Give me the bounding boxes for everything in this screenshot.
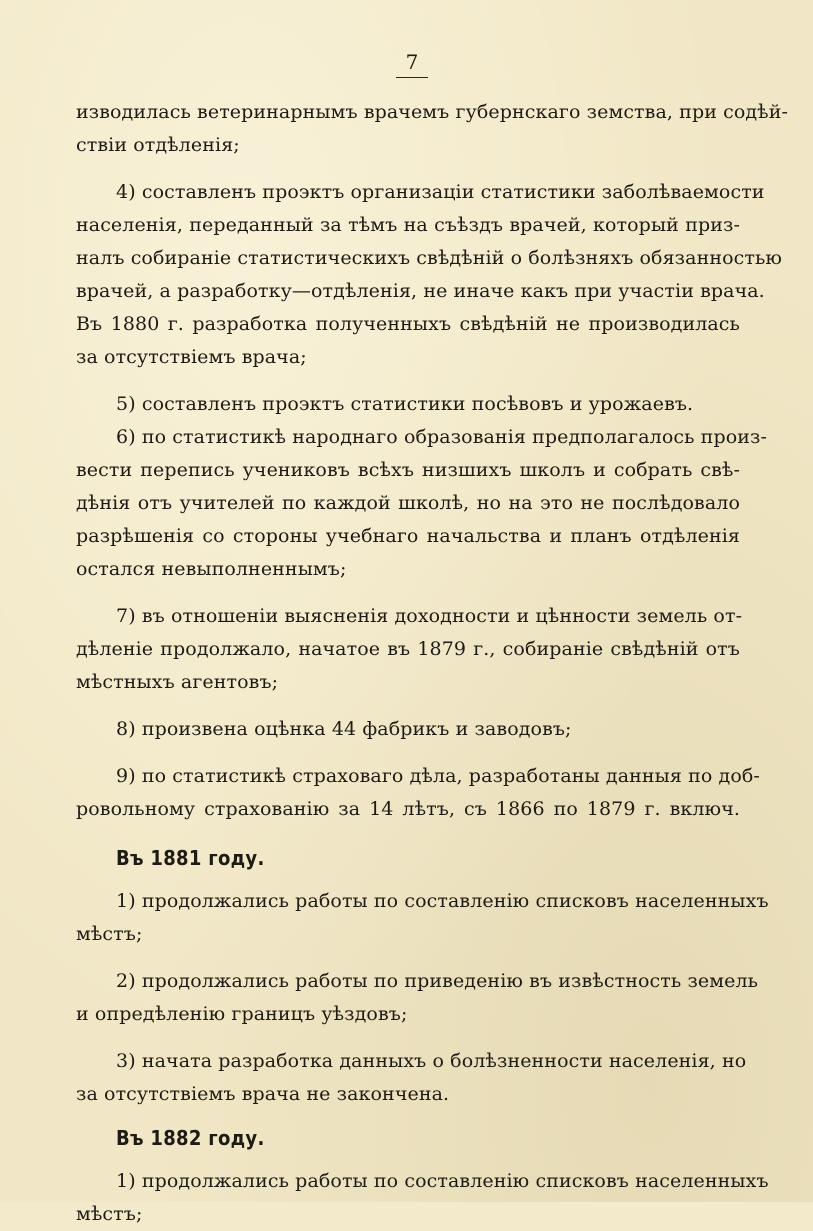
text-line: 2) продолжались работы по приведенію въ извѣстность земель [116, 970, 759, 992]
text-line: врачей, а разработку—отдѣленія, не иначе какъ при участіи врача. [76, 280, 765, 302]
page-number: 7 [396, 50, 428, 78]
text-line: населенія, переданный за тѣмъ на съѣздъ врачей, который приз- [76, 214, 740, 236]
text-line: 7) въ отношеніи выясненія доходности и цѣнности земель от- [116, 605, 743, 627]
text-line: ствіи отдѣленія; [76, 134, 240, 156]
list-item-1 [76, 885, 769, 951]
list-item-6 [76, 421, 767, 586]
text-line: за отсутствіемъ врача не закончена. [76, 1083, 450, 1105]
text-line: и опредѣленію границъ уѣздовъ; [76, 1003, 408, 1025]
text-line: изводилась ветеринарнымъ врачемъ губернскаго земства, при содѣй- [76, 101, 789, 123]
section-heading-1881: Въ 1881 году. [116, 846, 265, 870]
page-body [76, 96, 789, 1231]
text-line: остался невыполненнымъ; [76, 558, 347, 580]
list-item-4 [76, 176, 783, 374]
text-line: 1) продолжались работы по составленію списковъ населенныхъ [116, 1170, 769, 1192]
text-line: 6) по статистикѣ народнаго образованія предполагалось произ- [116, 426, 767, 448]
list-item-2 [76, 965, 759, 1031]
list-item-1 [76, 1165, 769, 1231]
text-line: вести перепись учениковъ всѣхъ низшихъ школъ и собрать свѣ- [76, 459, 740, 481]
text-line: мѣстъ; [76, 1203, 143, 1225]
text-line: мѣстъ; [76, 923, 143, 945]
text-line: Въ 1880 г. разработка полученныхъ свѣдѣній не производилась [76, 313, 740, 335]
paragraph-continuation [76, 96, 789, 162]
list-item-7 [76, 600, 743, 699]
list-item-8 [76, 713, 740, 746]
text-line: за отсутствіемъ врача; [76, 346, 307, 368]
text-line: налъ собираніе статистическихъ свѣдѣній о болѣзняхъ обязанностью [76, 247, 783, 269]
text-line: дѣнія отъ учителей по каждой школѣ, но на это не послѣдовало [76, 492, 740, 514]
text-line: мѣстныхъ агентовъ; [76, 671, 279, 693]
list-item-3 [76, 1045, 747, 1111]
list-item-5 [76, 388, 740, 421]
text-line: 4) составленъ проэктъ организаціи статистики заболѣваемости [116, 181, 765, 203]
text-line: дѣленіе продолжало, начатое въ 1879 г., собираніе свѣдѣній отъ [76, 638, 740, 660]
text-line: 9) по статистикѣ страховаго дѣла, разработаны данныя по доб- [116, 765, 760, 787]
text-line: 1) продолжались работы по составленію списковъ населенныхъ [116, 890, 769, 912]
list-item-9 [76, 760, 760, 826]
text-line: ровольному страхованію за 14 лѣтъ, съ 1866 по 1879 г. включ. [76, 798, 740, 820]
text-line: 3) начата разработка данныхъ о болѣзненности населенія, но [116, 1050, 747, 1072]
text-line: 8) произвена оцѣнка 44 фабрикъ и заводовъ; [116, 718, 572, 740]
text-line: 5) составленъ проэктъ статистики посѣвовъ и урожаевъ. [116, 393, 694, 415]
text-line: разрѣшенія со стороны учебнаго начальства и планъ отдѣленія [76, 525, 740, 547]
section-heading-1882: Въ 1882 году. [116, 1126, 265, 1150]
